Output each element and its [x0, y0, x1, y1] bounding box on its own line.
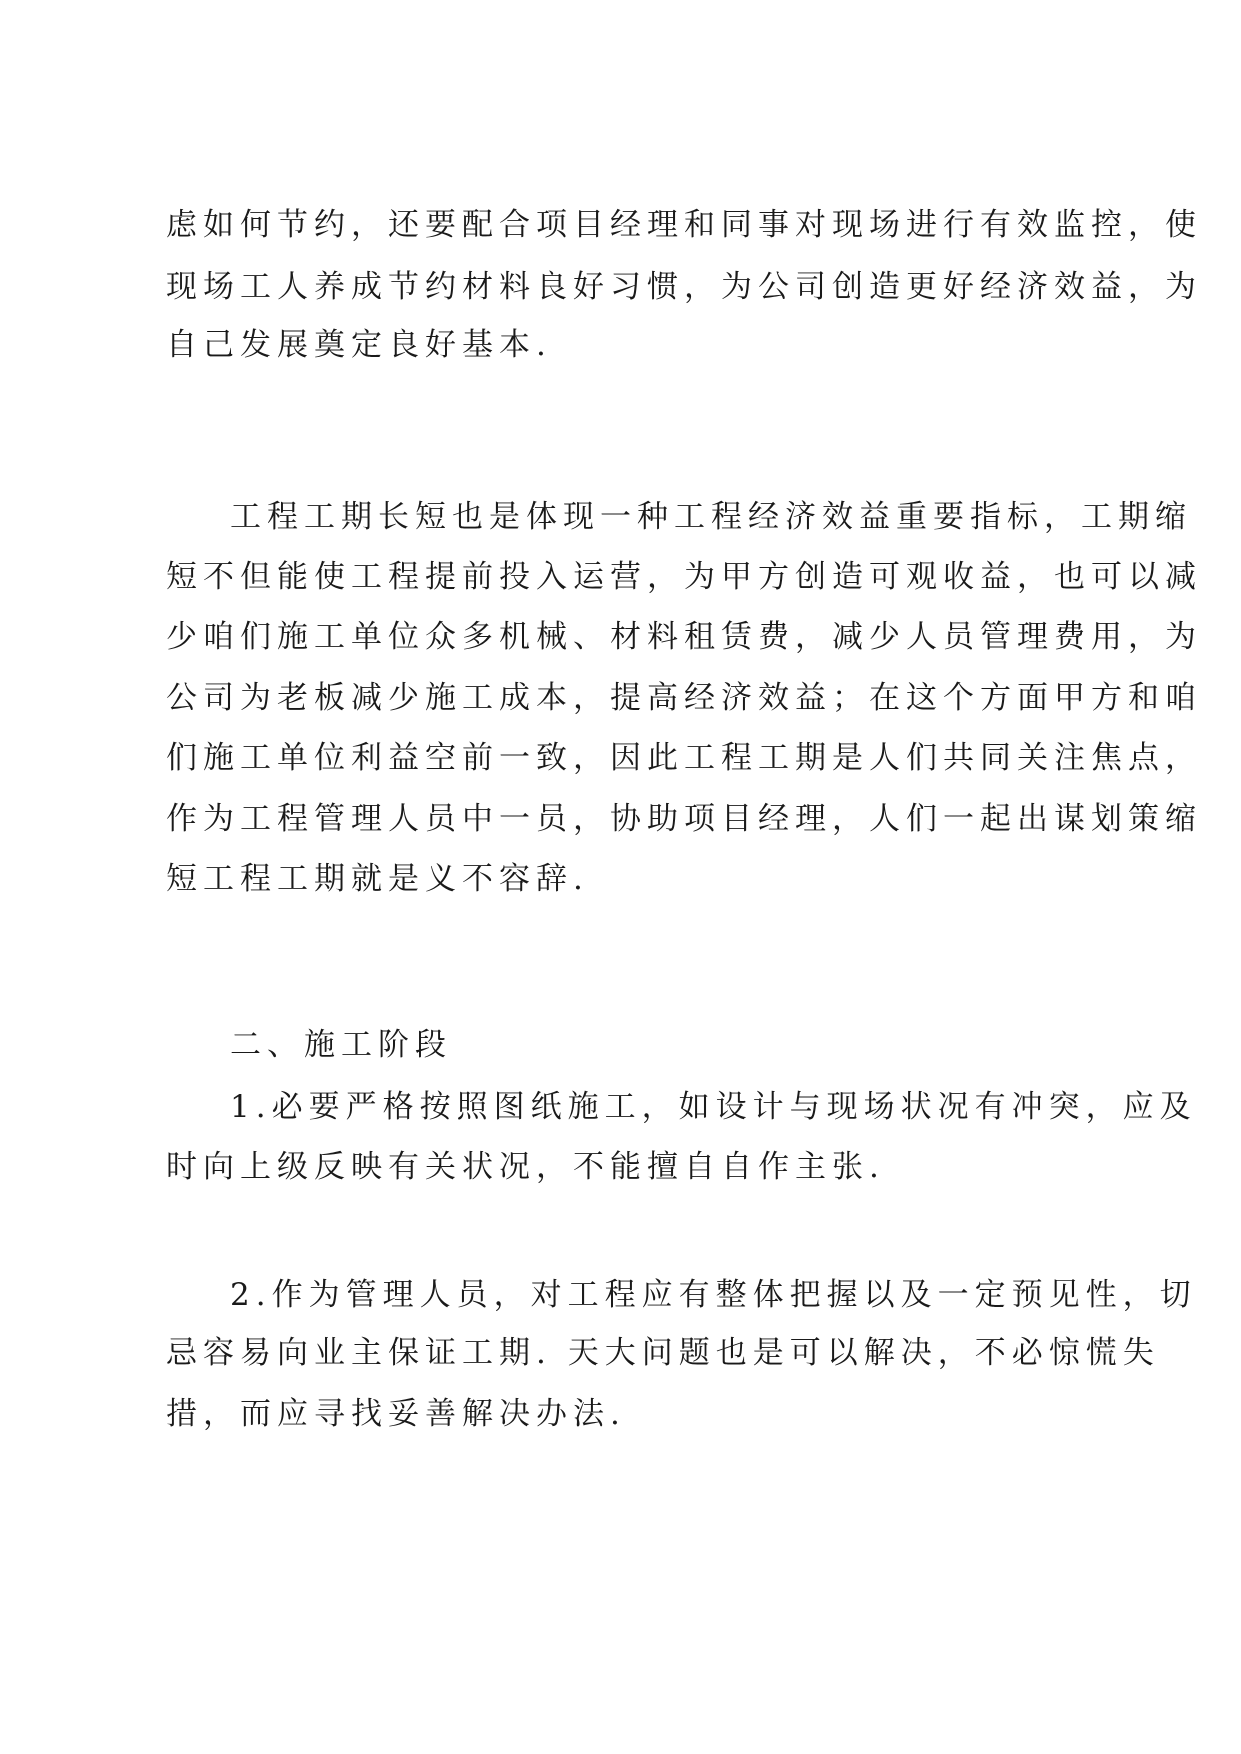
text-line: 工程工期长短也是体现一种工程经济效益重要指标，工期缩: [230, 499, 1192, 535]
text-line: 1.必要严格按照图纸施工，如设计与现场状况有冲突，应及: [230, 1089, 1197, 1125]
text-line: 自己发展奠定良好基本.: [166, 327, 552, 363]
text-line: 短不但能使工程提前投入运营，为甲方创造可观收益，也可以减: [166, 559, 1202, 595]
section-heading: 二、施工阶段: [230, 1027, 452, 1063]
text-line: 时向上级反映有关状况，不能擅自自作主张.: [166, 1149, 885, 1185]
text-line: 虑如何节约，还要配合项目经理和同事对现场进行有效监控，使: [166, 207, 1202, 243]
text-line: 措，而应寻找妥善解决办法.: [166, 1396, 626, 1432]
text-line: 作为工程管理人员中一员，协助项目经理，人们一起出谋划策缩: [166, 801, 1202, 837]
text-line: 们施工单位利益空前一致，因此工程工期是人们共同关注焦点，: [166, 740, 1202, 776]
text-line: 2.作为管理人员，对工程应有整体把握以及一定预见性，切: [230, 1277, 1197, 1313]
text-line: 公司为老板减少施工成本，提高经济效益；在这个方面甲方和咱: [166, 680, 1202, 716]
text-line: 少咱们施工单位众多机械、材料租赁费，减少人员管理费用，为: [166, 619, 1202, 655]
text-line: 忌容易向业主保证工期. 天大问题也是可以解决，不必惊慌失: [166, 1335, 1160, 1371]
text-line: 现场工人养成节约材料良好习惯，为公司创造更好经济效益，为: [166, 269, 1202, 305]
text-line: 短工程工期就是义不容辞.: [166, 861, 589, 897]
